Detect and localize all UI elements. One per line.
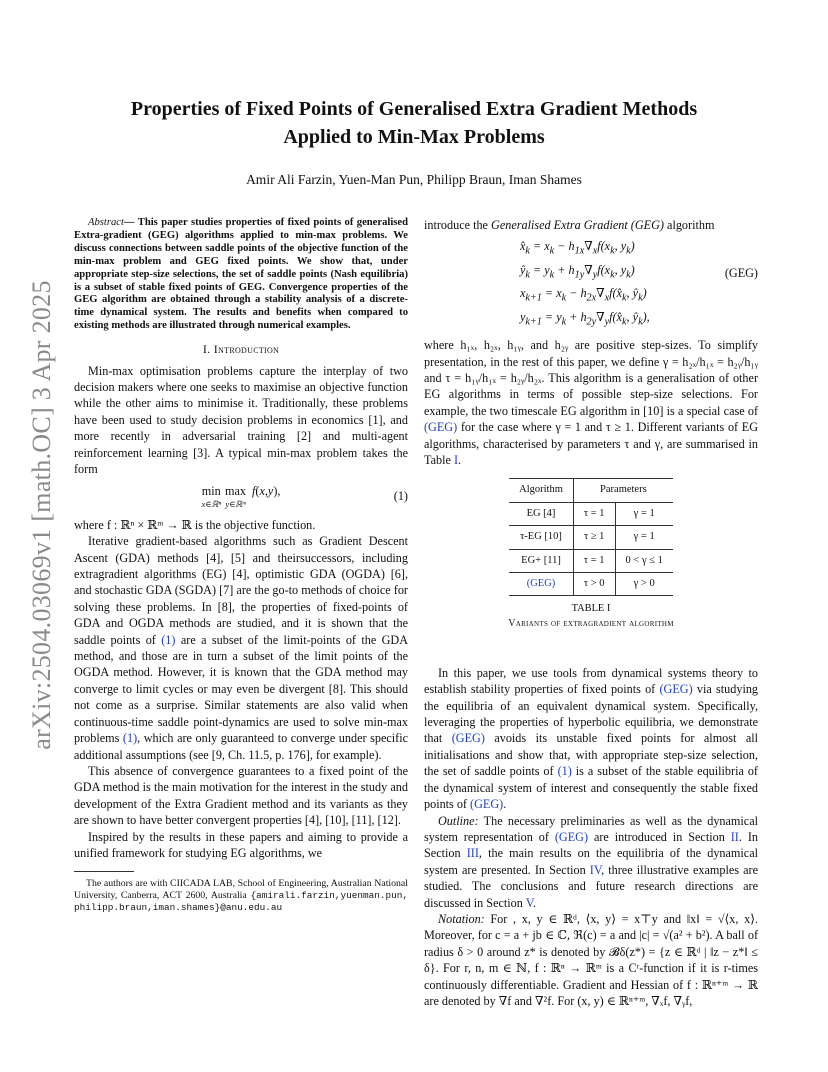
intro-paragraph-2: where f : ℝⁿ × ℝᵐ → ℝ is the objective function.: [74, 517, 316, 532]
geg-reference-link[interactable]: (GEG): [526, 578, 556, 590]
geg-reference-link[interactable]: (GEG): [424, 420, 458, 435]
equation-reference-link[interactable]: (1): [161, 632, 176, 647]
section-reference-link[interactable]: II: [730, 829, 739, 844]
section-heading-introduction: I. Introduction: [202, 342, 280, 357]
table-subcaption: Variants of extragradient algorithm: [508, 618, 674, 630]
table-reference-link[interactable]: I: [453, 453, 459, 467]
geg-reference-link[interactable]: (GEG): [554, 829, 589, 844]
arxiv-identifier: arXiv:2504.03069v1 [math.OC] 3 Apr 2025: [27, 280, 57, 750]
table-caption: TABLE I: [571, 603, 611, 615]
equation-reference-link[interactable]: (1): [557, 764, 572, 779]
author-list: Amir Ali Farzin, Yuen-Man Pun, Philipp Braun, Iman Shames: [246, 172, 582, 187]
equation-reference-link[interactable]: (1): [122, 731, 138, 746]
outline-paragraph: Outline: The necessary preliminaries as well as the dynamical system representation of (GEG) are introduced in Section II. In Section III, the main results on the equilibria of the dynamical system are presented. In Section IV, three illustrative examples are studied. The conclusions and future research directions are discussed in Section V.: [424, 813, 759, 910]
equation-number: (1): [393, 488, 408, 503]
table-header-cell: Parameters: [573, 479, 672, 502]
section-reference-link[interactable]: V: [525, 895, 533, 910]
intro-paragraph-1: Min-max optimisation problems capture the interplay of two decision makers where one seeks to maximise an objective function while the other aims to minimise it. Traditionally, these problems have been used to study decision problems in economics [1], and more recently in adversarial training [2] and multi-agent reinforcement learning [3]. A typical min-max problem takes the form: [74, 363, 408, 476]
table-row: EG [4] τ = 1 γ = 1: [509, 502, 673, 525]
geg-reference-link[interactable]: (GEG): [451, 731, 485, 746]
table-row: EG+ [11] τ = 1 0 < γ ≤ 1: [509, 549, 673, 572]
intro-paragraph-3: Iterative gradient-based algorithms such as Gradient Descent Ascent (GDA) methods [4], [5] and theirsuccessors, including extragradient algorithms (EG) [4], optimistic GDA (OGDA) [6], and stochastic GDA (SGDA) [7] are the go-to methods of choice for solving these problems. In [8], the properties of fixed-points of GDA and OGDA methods are studied, and it is shown that the saddle points of (1) are a subset of the limit-points of the GDA method, and those are in turn a subset of the limit points of the OGDA method. However, it is known that the GDA method may converge to limit cycles or may even be divergent [8]. This should not come as a surprise. Similar statements are also valid when continuous-time saddle point-dynamics are used to solve min-max problems (1), which are only guaranteed to converge under specific additional assumptions (see [9, Ch. 11.5, p. 176], for example).: [74, 534, 409, 762]
section-reference-link[interactable]: IV: [589, 862, 602, 877]
table-row: τ-EG [10] τ ≥ 1 γ = 1: [509, 526, 673, 549]
variants-table: [509, 478, 673, 596]
geg-reference-link[interactable]: (GEG): [659, 682, 693, 697]
footnote-divider: [74, 871, 134, 872]
table-row: (GEG) τ > 0 γ > 0: [509, 573, 673, 596]
table-header-cell: Algorithm: [509, 479, 573, 502]
intro-paragraph-5: Inspired by the results in these papers and aiming to provide a unified framework for studying EG algorithms, we: [74, 829, 408, 860]
geg-reference-link[interactable]: (GEG): [470, 797, 504, 812]
geg-equations: $x̂_k = x_k - h_{1x}\nabla_xf(x_k$, $y_k$) $ŷ_k = y_k + h_{1y}\nabla_yf(x_k$, $y_k$) $x_{k+1} = x_k$ − $h_{2x}\nabla_xf(x̂_k$, $ŷ_k$) $y_{k+1} = y_k$ + $h_{2y}\nabla_yf(x̂_k$, $ŷ_k$), (GEG): [520, 239, 758, 328]
table-header-row: [509, 479, 673, 502]
right-column: [424, 217, 758, 1009]
paper-title: Properties of Fixed Points of Generalised Extra Gradient Methods Applied to Min-Max Problems: [130, 98, 698, 148]
contribution-paragraph: In this paper, we use tools from dynamical systems theory to establish stability properties of fixed points of (GEG) via studying the equilibria of an equivalent dynamical system. Specifically, leveraging the properties of hyperbolic equilibria, we demonstrate that (GEG) avoids its unstable fixed points for almost all initialisations and show that, with appropriate step-size selection, the set of saddle points of (1) is a subset of the stable equilibria of the dynamical system of interest and consequently the stable fixed points of (GEG).: [424, 665, 759, 812]
intro-paragraph-4: This absence of convergence guarantees to a fixed point of the GDA method is the main motivation for the interest in the study and development of the Extra Gradient method and its variants as they are shown to have better convergent properties [4], [10], [11], [12].: [74, 763, 408, 828]
equation-1: min x∈ℝⁿ max y∈ℝᵐ f ( x , y ), (1): [201, 484, 408, 509]
geg-intro-sentence: introduce the Generalised Extra Gradient (GEG) algorithm: [424, 218, 715, 232]
abstract: Abstract— This paper studies properties of fixed points of generalised Extra-gradient (GEG) algorithms applied to min-max problems. We discuss connections between saddle points of the objective function of the min-max problem and GEG fixed points. We show that, under appropriate step-size selections, the set of saddle points (Nash equilibria) is a subset of stable fixed points of GEG. Convergence properties of the GEG algorithm are obtained through a stability analysis of a discrete-time dynamical system. The results and benefits when compared to existing methods are illustrated through numerical examples.: [74, 217, 408, 332]
equation-number: (GEG): [724, 266, 758, 281]
left-column: [74, 217, 408, 914]
section-reference-link[interactable]: III: [466, 846, 479, 861]
author-affiliation-footnote: The authors are with CIICADA LAB, School of Engineering, Australian National University, Canberra, ACT 2600, Australia {amirali.farzin,yuenman.pun, philipp.braun,iman.shames}@anu.edu.au: [74, 878, 408, 914]
step-size-paragraph: where h₁ₓ, h₂ₓ, h₁ᵧ, and h₂ᵧ are positive step-sizes. To simplify presentation, in the rest of this paper, we define γ = h₂ₓ/h₁ₓ = h₂ᵧ/h₁ᵧ and τ = h₁ᵧ/h₁ₓ = h₂ᵧ/h₂ₓ. This algorithm is a generalisation of other EG algorithms in terms of possible step-size selections. For example, the two timescale EG algorithm in [10] is a special case of (GEG) for the case where γ = 1 and τ ≥ 1. Different variants of EG algorithms, characterised by parameters τ and γ, are summarised in Table I.: [424, 338, 759, 467]
notation-paragraph: Notation: For , x, y ∈ ℝᵈ, ⟨x, y⟩ = x⊤y and ‖x‖ = √⟨x, x⟩. Moreover, for c = a + jb ∈ ℂ, ℜ(c) = a and |c| = √(a² + b²). A ball of radius δ > 0 around z* is denoted by 𝓑δ(z*) = {z ∈ ℝᵈ | ‖z − z*‖ ≤ δ}. For r, n, m ∈ ℕ, f : ℝⁿ → ℝᵐ is a Cʳ-function if it is r-times continuously differentiable. Gradient and Hessian of f : ℝⁿ⁺ᵐ → ℝ are denoted by ∇f and ∇²f. For (x, y) ∈ ℝⁿ⁺ᵐ, ∇ₓf, ∇ᵧf,: [424, 911, 759, 1008]
